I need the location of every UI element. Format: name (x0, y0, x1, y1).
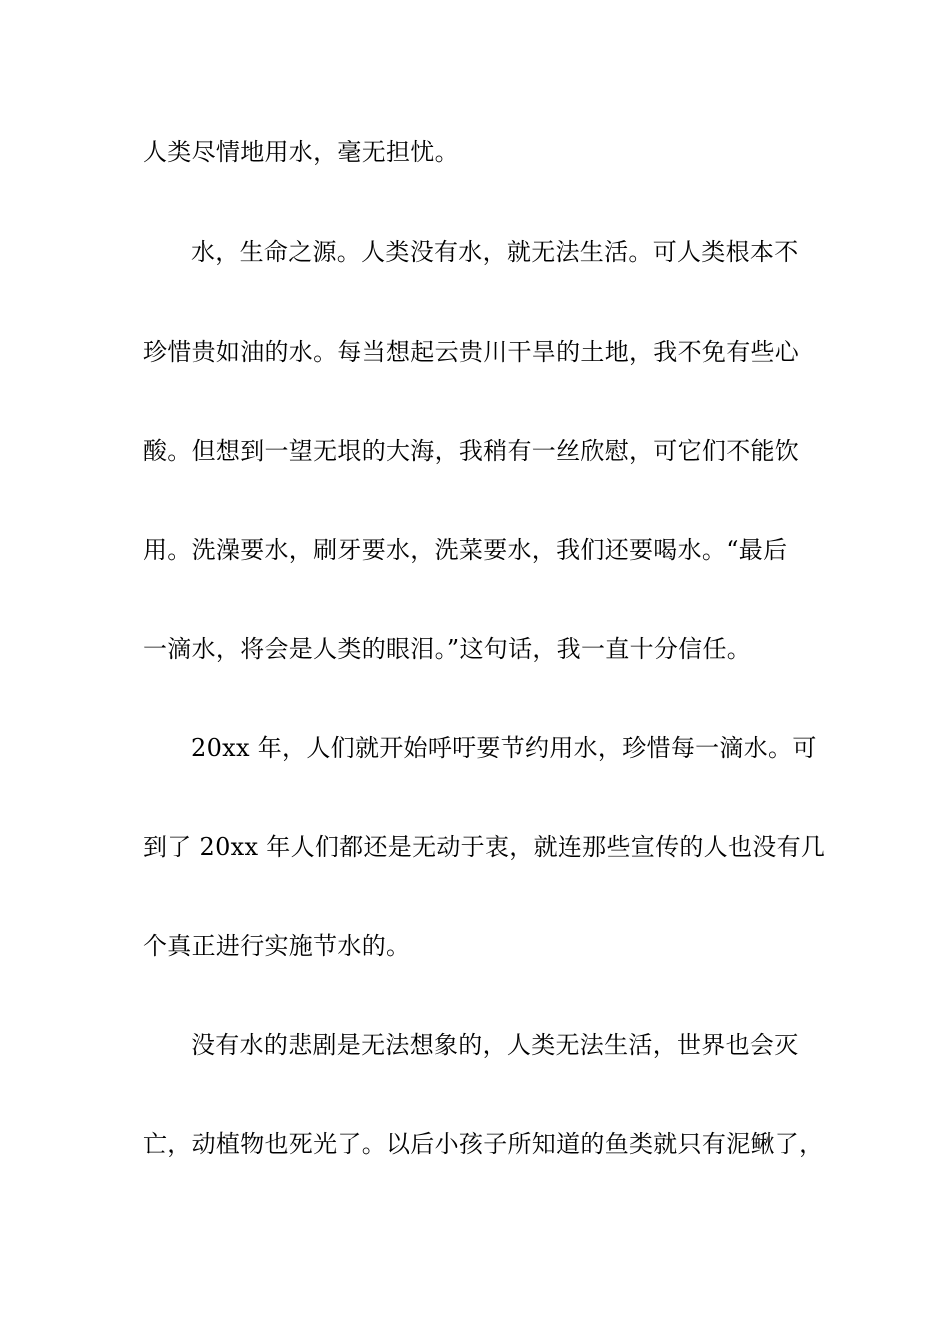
text-line-2: 水，生命之源。人类没有水，就无法生活。可人类根本不 (191, 238, 799, 266)
text-line-8: 到了 20xx 年人们都还是无动于衷，就连那些宣传的人也没有几 (143, 833, 826, 861)
text-line-4: 酸。但想到一望无垠的大海，我稍有一丝欣慰，可它们不能饮 (143, 437, 800, 465)
text-line-3: 珍惜贵如油的水。每当想起云贵川干旱的土地，我不免有些心 (143, 338, 800, 366)
text-line-6: 一滴水，将会是人类的眼泪。”这句话，我一直十分信任。 (143, 635, 752, 663)
text-line-1: 人类尽情地用水，毫无担忧。 (143, 138, 459, 166)
text-line-7: 20xx 年，人们就开始呼吁要节约用水，珍惜每一滴水。可 (191, 734, 817, 762)
text-line-5: 用。洗澡要水，刷牙要水，洗菜要水，我们还要喝水。“最后 (143, 536, 788, 564)
text-line-11: 亡，动植物也死光了。以后小孩子所知道的鱼类就只有泥鳅了， (143, 1130, 824, 1158)
text-line-9: 个真正进行实施节水的。 (143, 932, 411, 960)
text-line-10: 没有水的悲剧是无法想象的，人类无法生活，世界也会灭 (191, 1031, 799, 1059)
